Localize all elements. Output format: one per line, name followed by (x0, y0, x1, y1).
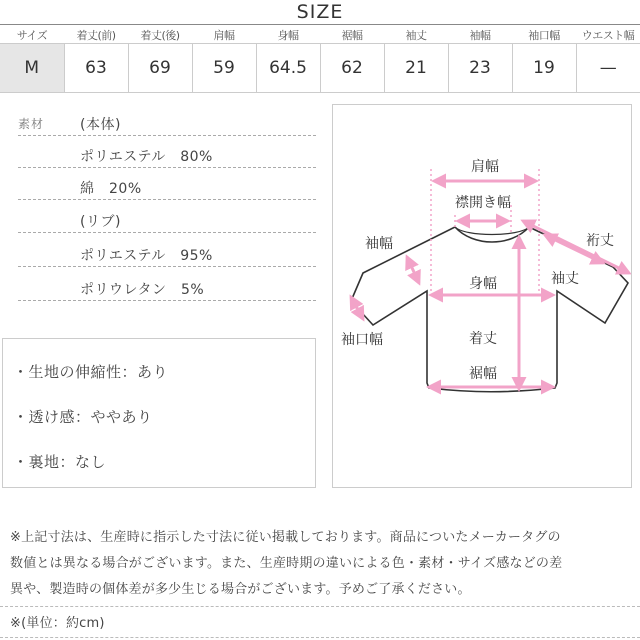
material-value: (本体) (80, 117, 121, 133)
label-shoulder: 肩幅 (471, 159, 499, 175)
size-header-cell: 袖丈 (405, 29, 427, 42)
size-cell: 19 (512, 44, 576, 93)
label-full-sleeve: 裄丈 (586, 233, 614, 249)
neckline (455, 227, 529, 235)
size-header-cell: 袖口幅 (528, 29, 560, 42)
label-cuff-width: 袖口幅 (341, 332, 383, 348)
footnote-divider (0, 606, 640, 607)
size-header-cell: ウエスト幅 (581, 29, 635, 42)
size-title: SIZE (296, 1, 344, 23)
material-row (18, 171, 316, 200)
size-cell: 62 (320, 44, 384, 93)
label-body-width: 身幅 (469, 276, 497, 292)
size-cell: 23 (448, 44, 512, 93)
cuff-width-arrow (351, 297, 363, 319)
size-table-row (0, 44, 640, 93)
size-cell-label: M (0, 44, 64, 93)
size-cell: — (576, 44, 640, 93)
size-header-cell: 着丈(後) (140, 29, 180, 42)
label-sleeve-width: 袖幅 (365, 236, 393, 252)
fabric-notes-box (2, 338, 316, 488)
size-cell: 64.5 (256, 44, 320, 93)
size-cell: 63 (64, 44, 128, 93)
note-sheerness: ・透け感：ややあり (13, 408, 153, 426)
size-header-cell: 裾幅 (341, 29, 363, 42)
size-table-header-row (0, 27, 640, 44)
note-stretch: ・生地の伸縮性：あり (13, 363, 169, 381)
label-sleeve-length: 袖丈 (551, 271, 579, 287)
size-cell: 69 (128, 44, 192, 93)
material-row (18, 139, 316, 168)
material-value: ポリエステル 95% (80, 248, 213, 264)
material-value: ポリウレタン 5% (80, 282, 205, 298)
material-row (18, 272, 316, 301)
label-hem-width: 裾幅 (469, 366, 497, 382)
footnote-line: ※上記寸法は、生産時に指示した寸法に従い掲載しております。商品についたメーカータグの (10, 530, 561, 545)
size-header-cell: 身幅 (277, 29, 299, 42)
size-header-cell: 着丈(前) (76, 29, 116, 42)
size-table (0, 27, 640, 93)
garment-diagram (333, 105, 631, 487)
material-value: 綿 20% (80, 181, 142, 197)
sleeve-width-arrow (407, 257, 419, 283)
bottom-divider (0, 637, 640, 638)
title-divider (0, 24, 640, 25)
note-lining: ・裏地：なし (13, 453, 107, 471)
size-cell: 59 (192, 44, 256, 93)
size-header-cell: 袖幅 (469, 29, 491, 42)
material-value: ポリエステル 80% (80, 149, 213, 165)
material-row (18, 107, 316, 136)
measurement-diagram-box (332, 104, 632, 488)
footnote-line: 数値とは異なる場合がございます。また、生産時期の違いによる色・素材・サイズ感などの差 (10, 556, 563, 571)
material-row (18, 204, 316, 233)
material-key: 素材 (18, 117, 45, 131)
label-neck: 襟開き幅 (455, 195, 511, 211)
size-cell: 21 (384, 44, 448, 93)
label-length: 着丈 (469, 331, 497, 347)
unit-note: ※(単位：約cm) (10, 616, 105, 631)
size-header-cell: サイズ (16, 29, 48, 42)
footnote-line: 異や、製造時の個体差が多少生じる場合がございます。予めご了承ください。 (10, 582, 471, 597)
size-header-cell: 肩幅 (213, 29, 235, 42)
material-value: (リブ) (80, 214, 121, 230)
material-row (18, 238, 316, 267)
